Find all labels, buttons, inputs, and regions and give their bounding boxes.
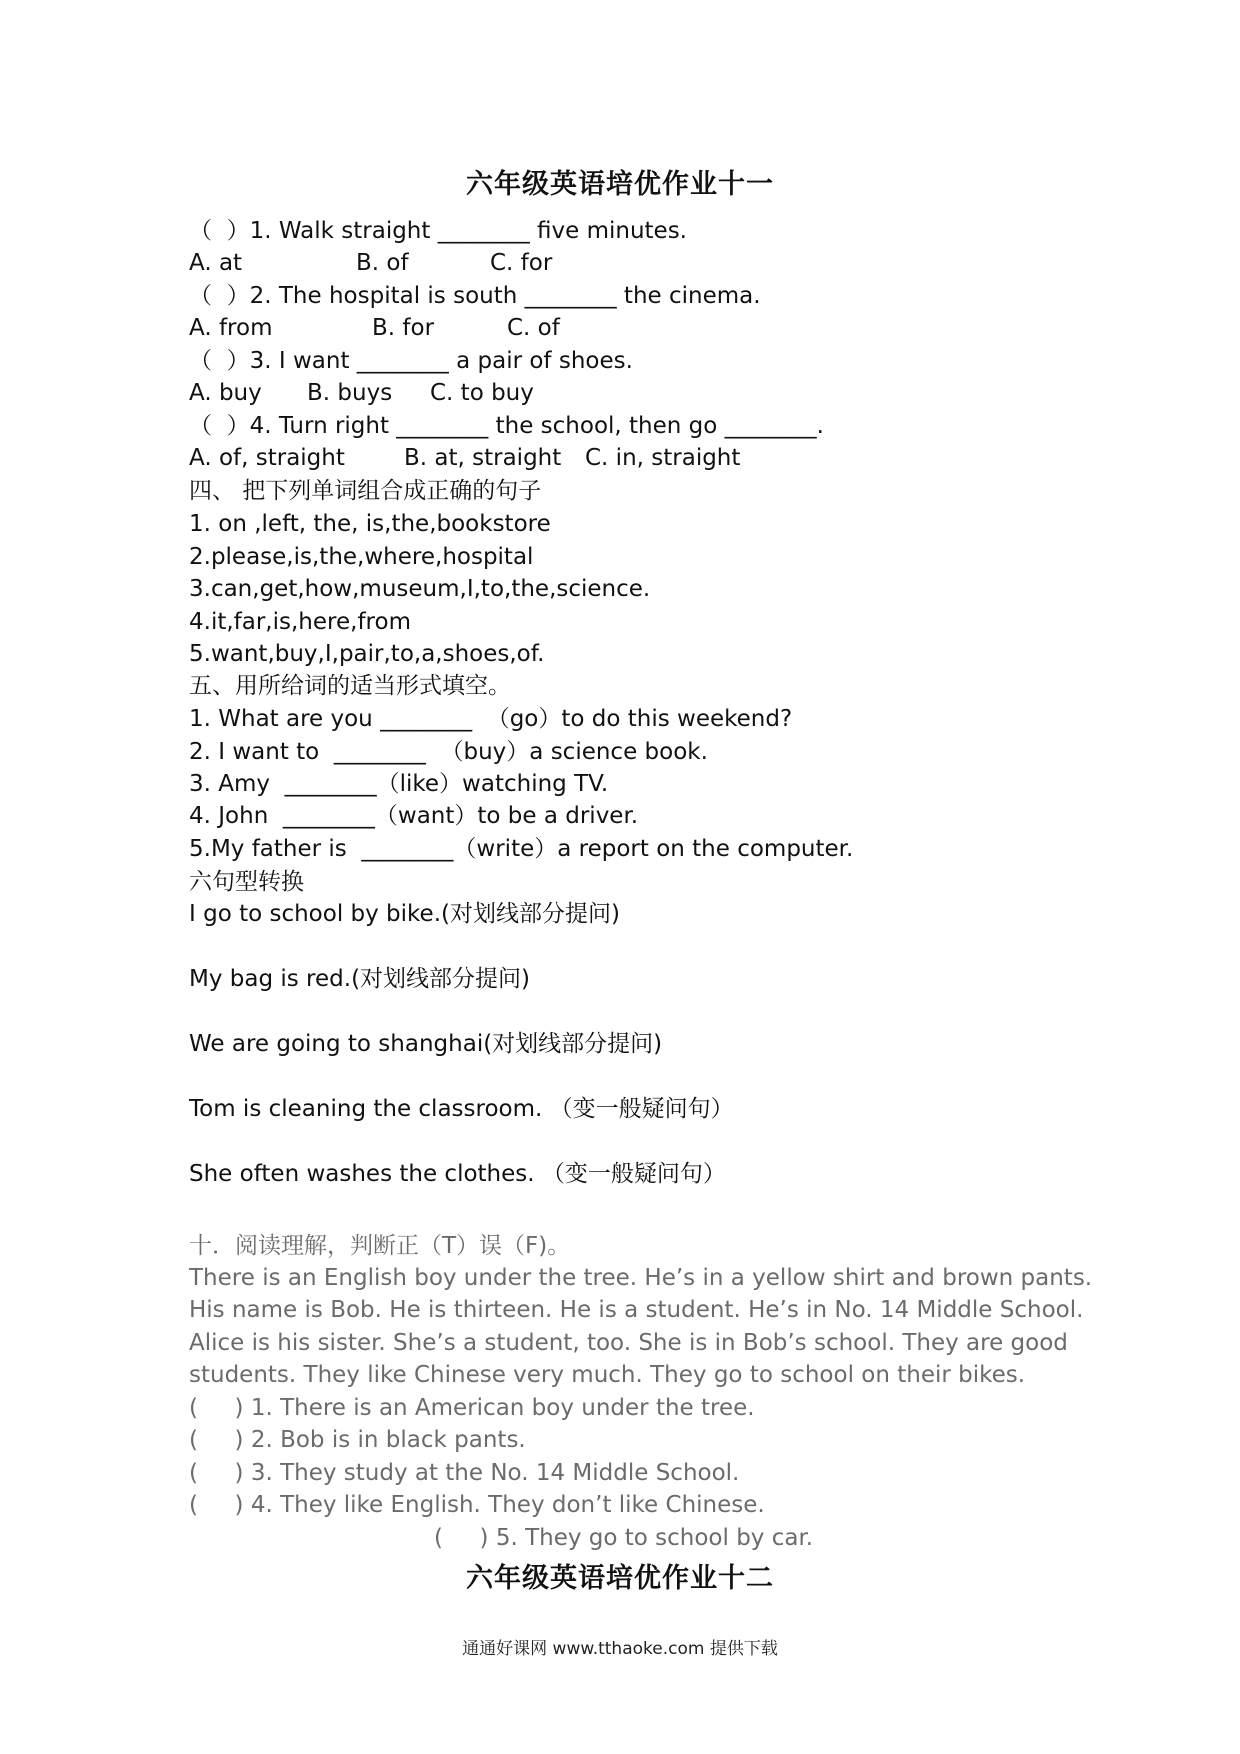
q2-option-b: B. for — [372, 315, 435, 341]
section-10-heading: 十．阅读理解，判断正（T）误（F)。 — [189, 1233, 571, 1259]
fill-in-item: 5.My father is ________（write）a report on the computer. — [189, 836, 854, 862]
fill-in-item: 4. John ________（want）to be a driver. — [189, 803, 639, 829]
reorder-item: 3.can,get,how,museum,I,to,the,science. — [189, 576, 651, 602]
transform-item: I go to school by bike.(对划线部分提问) — [189, 901, 620, 927]
tf-question: ( ) 2. Bob is in black pants. — [189, 1427, 526, 1453]
q3-option-a: A. buy — [189, 380, 262, 406]
section-5-heading: 五、用所给词的适当形式填空。 — [189, 673, 511, 699]
tf-question: ( ) 1. There is an American boy under the tree. — [189, 1395, 755, 1421]
next-page-title: 六年级英语培优作业十二 — [466, 1563, 774, 1594]
passage-line: students. They like Chinese very much. They go to school on their bikes. — [189, 1362, 1026, 1388]
footer-watermark: 通通好课网 www.tthaoke.com 提供下载 — [462, 1639, 778, 1659]
q4-option-a: A. of, straight — [189, 445, 345, 471]
q1-option-a: A. at — [189, 250, 243, 276]
q4-option-c: C. in, straight — [585, 445, 741, 471]
section-4-heading: 四、 把下列单词组合成正确的句子 — [189, 478, 542, 504]
passage-line: There is an English boy under the tree. He’s in a yellow shirt and brown pants. — [189, 1265, 1093, 1291]
tf-question: ( ) 5. They go to school by car. — [434, 1525, 814, 1551]
passage-line: Alice is his sister. She’s a student, too. She is in Bob’s school. They are good — [189, 1330, 1068, 1356]
page-title: 六年级英语培优作业十一 — [466, 169, 774, 200]
section-6-heading: 六句型转换 — [189, 869, 304, 895]
question-4: （ ）4. Turn right ________ the school, then go ________. — [189, 413, 824, 439]
fill-in-item: 1. What are you ________ （go）to do this weekend? — [189, 706, 793, 732]
tf-question: ( ) 3. They study at the No. 14 Middle School. — [189, 1460, 740, 1486]
transform-item: My bag is red.(对划线部分提问) — [189, 966, 531, 992]
transform-item: Tom is cleaning the classroom. （变一般疑问句） — [189, 1096, 734, 1122]
q4-option-b: B. at, straight — [404, 445, 562, 471]
question-1: （ ）1. Walk straight ________ five minutes. — [189, 218, 687, 244]
fill-in-item: 2. I want to ________ （buy）a science book. — [189, 739, 708, 765]
tf-question: ( ) 4. They like English. They don’t like Chinese. — [189, 1492, 765, 1518]
q2-option-c: C. of — [507, 315, 560, 341]
q3-option-b: B. buys — [307, 380, 393, 406]
reorder-item: 4.it,far,is,here,from — [189, 609, 411, 635]
reorder-item: 5.want,buy,I,pair,to,a,shoes,of. — [189, 641, 545, 667]
q1-option-c: C. for — [490, 250, 553, 276]
question-2: （ ）2. The hospital is south ________ the cinema. — [189, 283, 761, 309]
transform-item: We are going to shanghai(对划线部分提问) — [189, 1031, 663, 1057]
transform-item: She often washes the clothes. （变一般疑问句） — [189, 1161, 726, 1187]
q3-option-c: C. to buy — [430, 380, 534, 406]
question-3: （ ）3. I want ________ a pair of shoes. — [189, 348, 633, 374]
reorder-item: 2.please,is,the,where,hospital — [189, 544, 534, 570]
fill-in-item: 3. Amy ________（like）watching TV. — [189, 771, 609, 797]
passage-line: His name is Bob. He is thirteen. He is a student. He’s in No. 14 Middle School. — [189, 1297, 1084, 1323]
q2-option-a: A. from — [189, 315, 273, 341]
q1-option-b: B. of — [356, 250, 409, 276]
reorder-item: 1. on ,left, the, is,the,bookstore — [189, 511, 551, 537]
